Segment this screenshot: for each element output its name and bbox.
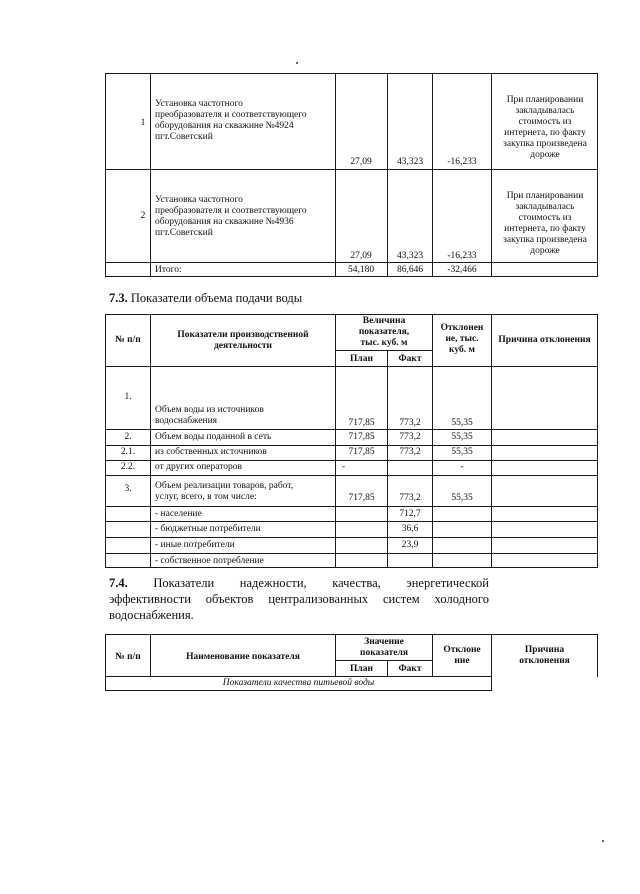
table-cell-plan: 717,85 [348,493,375,503]
table-cell-deviation: 55,35 [451,418,473,428]
table-cell-plan: 27,09 [350,251,372,261]
table-row-name: Объем реализации товаров, работ, услуг, всего, в том числе: [155,481,294,502]
total-plan: 54,180 [347,265,375,275]
paragraph-word: надежности, [239,576,307,590]
table-cell-deviation: 55,35 [451,447,473,457]
header-deviation: Отклоне ние [443,645,481,666]
header-indicator: Показатели производственной деятельности [177,330,309,351]
table-cell-plan: - [342,462,346,472]
table-cell-reason: При планировании закладывалась стоимость из интернета, по факту закупка произведена дороже [503,191,587,256]
section-title: Показатели объема подачи воды [130,291,303,305]
table-cell-plan: 717,85 [348,447,375,457]
table-cell-fact: 43,323 [396,157,424,167]
header-no: № п/п [115,652,141,662]
header-value: Значение показателя [360,637,408,658]
table-cell-fact: 712,7 [399,509,421,519]
table-row-name: Установка частотного преобразователя и соответствующего оборудования на скважине №4936 пгт.Советский [155,195,307,238]
paragraph-line [109,592,489,607]
paragraph-word: Показатели [153,576,215,590]
table-cell-fact: 36,6 [401,524,419,534]
header-plan: План [350,354,373,364]
table-row-name: из собственных источников [155,447,267,457]
table-cell-deviation: -16,233 [447,157,477,167]
table-row-name: Объем воды поданной в сеть [155,432,272,442]
table-row-no: 3. [124,484,132,494]
table-cell-deviation: 55,35 [451,432,473,442]
table-cell-fact: 773,2 [399,418,421,428]
table-subheader: Показатели качества питьевой воды [222,678,375,688]
table-cell-fact: 773,2 [399,493,421,503]
table-row-name: - бюджетные потребители [155,524,261,534]
table-cell-plan: 27,09 [350,157,372,167]
table-cell-fact: 43,323 [396,251,424,261]
table-cell-fact: 23,9 [401,540,419,550]
table-row-name: - иные потребители [155,540,235,550]
paragraph-word: эффективности [109,592,191,606]
table-cell-deviation: 55,35 [451,493,473,503]
table-row-no: 2.1. [120,447,136,457]
table-cell-deviation: - [460,462,464,472]
table-row-name: - население [155,509,202,519]
table-cell-plan: 717,85 [348,432,375,442]
table-row-no: 2. [124,432,132,442]
paragraph-word: централизованных [268,592,369,606]
paragraph-line [109,576,489,591]
section-number: 7.4. [109,576,128,590]
total-label: Итого: [155,265,182,275]
paragraph-word: холодного [434,592,489,606]
header-plan: План [350,664,373,674]
table-row-name: Установка частотного преобразователя и соответствующего оборудования на скважине №4924 пгт.Советский [155,99,307,142]
paragraph-word: систем [383,592,420,606]
header-no: № п/п [115,335,141,345]
paragraph-word: объектов [205,592,254,606]
header-fact: Факт [398,354,422,364]
scan-speck [602,840,604,842]
table-cell-deviation: -16,233 [447,251,477,261]
table-cell-fact: 773,2 [399,432,421,442]
scan-speck [296,62,298,64]
table-row-name: - собственное потребление [155,556,264,566]
paragraph-word: энергетической [406,576,489,590]
paragraph-word: качества, [332,576,381,590]
section-number: 7.3. [109,291,128,305]
table-row-no: 1 [140,118,146,128]
table-cell-fact: 773,2 [399,447,421,457]
table-row-no: 1. [124,392,132,402]
table-row-no: 2.2. [120,462,136,472]
table-row-name: Объем воды из источников водоснабжения [155,405,264,426]
header-value: Величина показателя, тыс. куб. м [358,316,410,348]
table-cell-plan: 717,85 [348,418,375,428]
section-heading [109,291,589,306]
header-name: Наименование показателя [186,652,300,662]
header-reason: Причина отклонения [498,335,591,345]
table-cell-reason: При планировании закладывалась стоимость из интернета, по факту закупка произведена дороже [503,95,587,160]
header-reason: Причина отклонения [519,645,570,666]
table-row-no: 2 [140,211,146,221]
header-fact: Факт [398,664,422,674]
paragraph-line: водоснабжения. [109,608,194,622]
total-deviation: -32,466 [447,265,477,275]
total-fact: 86,646 [396,265,424,275]
header-deviation: Отклонен ие, тыс. куб. м [440,323,484,355]
table-row-name: от других операторов [155,462,242,472]
